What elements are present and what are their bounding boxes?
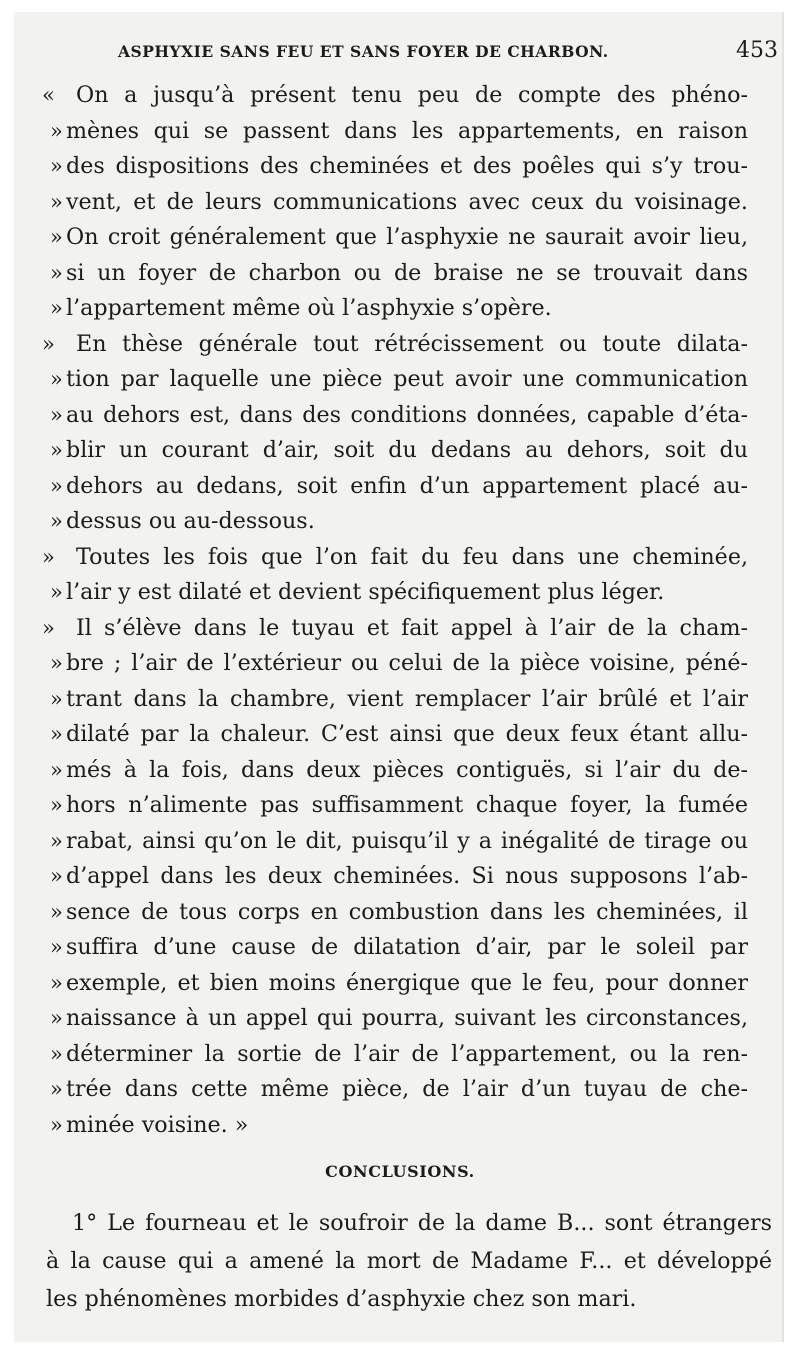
quote-mark: » (50, 651, 63, 675)
text-line (42, 824, 782, 860)
text-line (42, 220, 782, 256)
line-text: trée dans cette même pièce, de l’air d’un tuyau de che- (66, 1076, 748, 1102)
text-line (42, 291, 782, 327)
quoted-passage (42, 78, 782, 1143)
text-line (42, 646, 782, 682)
line-text: d’appel dans les deux cheminées. Si nous supposons l’ab- (66, 863, 748, 889)
quote-mark: » (50, 1006, 63, 1030)
text-line (42, 682, 782, 718)
quote-mark: » (50, 580, 63, 604)
line-text: suffira d’une cause de dilatation d’air, par le soleil par (66, 934, 748, 960)
quote-mark: » (50, 757, 63, 782)
page-header (118, 38, 778, 72)
line-text: si un foyer de charbon ou de braise ne se trouvait dans (66, 259, 748, 286)
quote-mark: » (50, 828, 63, 853)
text-line (42, 149, 782, 185)
text-line (42, 1001, 782, 1037)
quote-mark: » (50, 970, 63, 995)
text-line (42, 611, 782, 647)
quote-mark: » (50, 1077, 63, 1101)
text-line (42, 753, 782, 789)
line-text: l’air y est dilaté et devient spécifiquement plus léger. (66, 579, 665, 605)
line-text: rabat, ainsi qu’on le dit, puisqu’il y a inégalité de tirage ou (66, 827, 748, 854)
line-text: exemple, et bien moins énergique que le feu, pour donner (66, 969, 748, 996)
text-line (42, 895, 782, 931)
quote-mark: » (50, 1112, 63, 1137)
line-text: 1° Le fourneau et le soufroir de la dame B... sont étrangers (72, 1210, 772, 1236)
quote-mark: » (50, 722, 63, 746)
quote-mark: » (50, 509, 63, 533)
line-text: mènes qui se passent dans les appartements, en raison (66, 117, 748, 144)
quote-mark: « (42, 83, 55, 107)
text-line (42, 717, 782, 753)
line-text: dehors au dedans, soit enfin d’un appartement placé au- (66, 472, 748, 499)
conclusion-paragraph (46, 1204, 776, 1318)
line-text: Toutes les fois que l’on fait du feu dans une cheminée, (76, 543, 748, 570)
text-line (42, 930, 782, 966)
line-text: Il s’élève dans le tuyau et fait appel à l’air de la cham- (76, 614, 748, 641)
section-heading: CONCLUSIONS. (325, 1162, 475, 1181)
quote-mark: » (50, 686, 63, 711)
text-line (42, 256, 782, 292)
text-line (42, 398, 782, 434)
text-line (42, 114, 782, 150)
quote-mark: » (50, 118, 63, 143)
text-line (42, 504, 782, 540)
line-text: dessus ou au-dessous. (66, 508, 315, 534)
text-line (42, 185, 782, 221)
line-text: des dispositions des cheminées et des poêles qui s’y trou- (66, 153, 748, 179)
text-line (46, 1280, 776, 1318)
line-text: l’appartement même où l’asphyxie s’opère. (66, 295, 552, 321)
text-line (42, 540, 782, 576)
line-text: déterminer la sortie de l’air de l’appartement, ou la ren- (66, 1040, 748, 1067)
line-text: au dehors est, dans des conditions données, capable d’éta- (66, 401, 748, 428)
text-line (42, 1072, 782, 1108)
line-text: més à la fois, dans deux pièces contiguës, si l’air du de- (66, 756, 748, 783)
line-text: naissance à un appel qui pourra, suivant les circonstances, (66, 1005, 748, 1031)
quote-mark: » (50, 367, 63, 391)
quote-mark: » (50, 296, 63, 320)
text-line (42, 327, 782, 363)
line-text: En thèse générale tout rétrécissement ou toute dilata- (76, 330, 748, 357)
quote-mark: » (50, 402, 63, 427)
quote-mark: » (50, 189, 63, 214)
text-line (42, 433, 782, 469)
text-line (42, 469, 782, 505)
page-number: 453 (736, 38, 778, 63)
text-line (42, 788, 782, 824)
line-text: minée voisine. » (66, 1111, 249, 1138)
line-text: tion par laquelle une pièce peut avoir une communication (66, 366, 748, 392)
line-text: blir un courant d’air, soit du dedans au dehors, soit du (66, 437, 748, 463)
text-line (42, 1037, 782, 1073)
text-line (42, 362, 782, 398)
text-line (42, 575, 782, 611)
quote-mark: » (42, 615, 55, 640)
quote-mark: » (50, 260, 63, 285)
quote-mark: » (50, 154, 63, 178)
line-text: bre ; l’air de l’extérieur ou celui de la pièce voisine, péné- (66, 650, 748, 676)
text-line (42, 966, 782, 1002)
line-text: à la cause qui a amené la mort de Madame F... et développé (46, 1248, 772, 1274)
quote-mark: » (42, 544, 55, 569)
text-line (46, 1242, 776, 1280)
text-line (42, 1108, 782, 1144)
line-text: On croit généralement que l’asphyxie ne saurait avoir lieu, (66, 224, 748, 250)
quote-mark: » (50, 864, 63, 888)
line-text: sence de tous corps en combustion dans les cheminées, il (66, 898, 748, 925)
line-text: On a jusqu’à présent tenu peu de compte des phéno- (76, 82, 748, 108)
text-line (42, 859, 782, 895)
quote-mark: » (50, 473, 63, 498)
line-text: hors n’alimente pas suffisamment chaque foyer, la fumée (66, 792, 748, 818)
quote-mark: » (50, 438, 63, 462)
line-text: dilaté par la chaleur. C’est ainsi que deux feux étant allu- (66, 721, 748, 747)
running-title: ASPHYXIE SANS FEU ET SANS FOYER DE CHARBON. (118, 42, 609, 61)
quote-mark: » (50, 793, 63, 817)
line-text: les phénomènes morbides d’asphyxie chez son mari. (46, 1286, 637, 1312)
line-text: trant dans la chambre, vient remplacer l’air brûlé et l’air (66, 685, 748, 712)
quote-mark: » (50, 1041, 63, 1066)
text-line (46, 1204, 776, 1242)
quote-mark: » (50, 935, 63, 959)
quote-mark: » (50, 899, 63, 924)
quote-mark: » (50, 225, 63, 249)
quote-mark: » (42, 331, 55, 356)
text-line (42, 78, 782, 114)
line-text: vent, et de leurs communications avec ceux du voisinage. (66, 188, 748, 215)
